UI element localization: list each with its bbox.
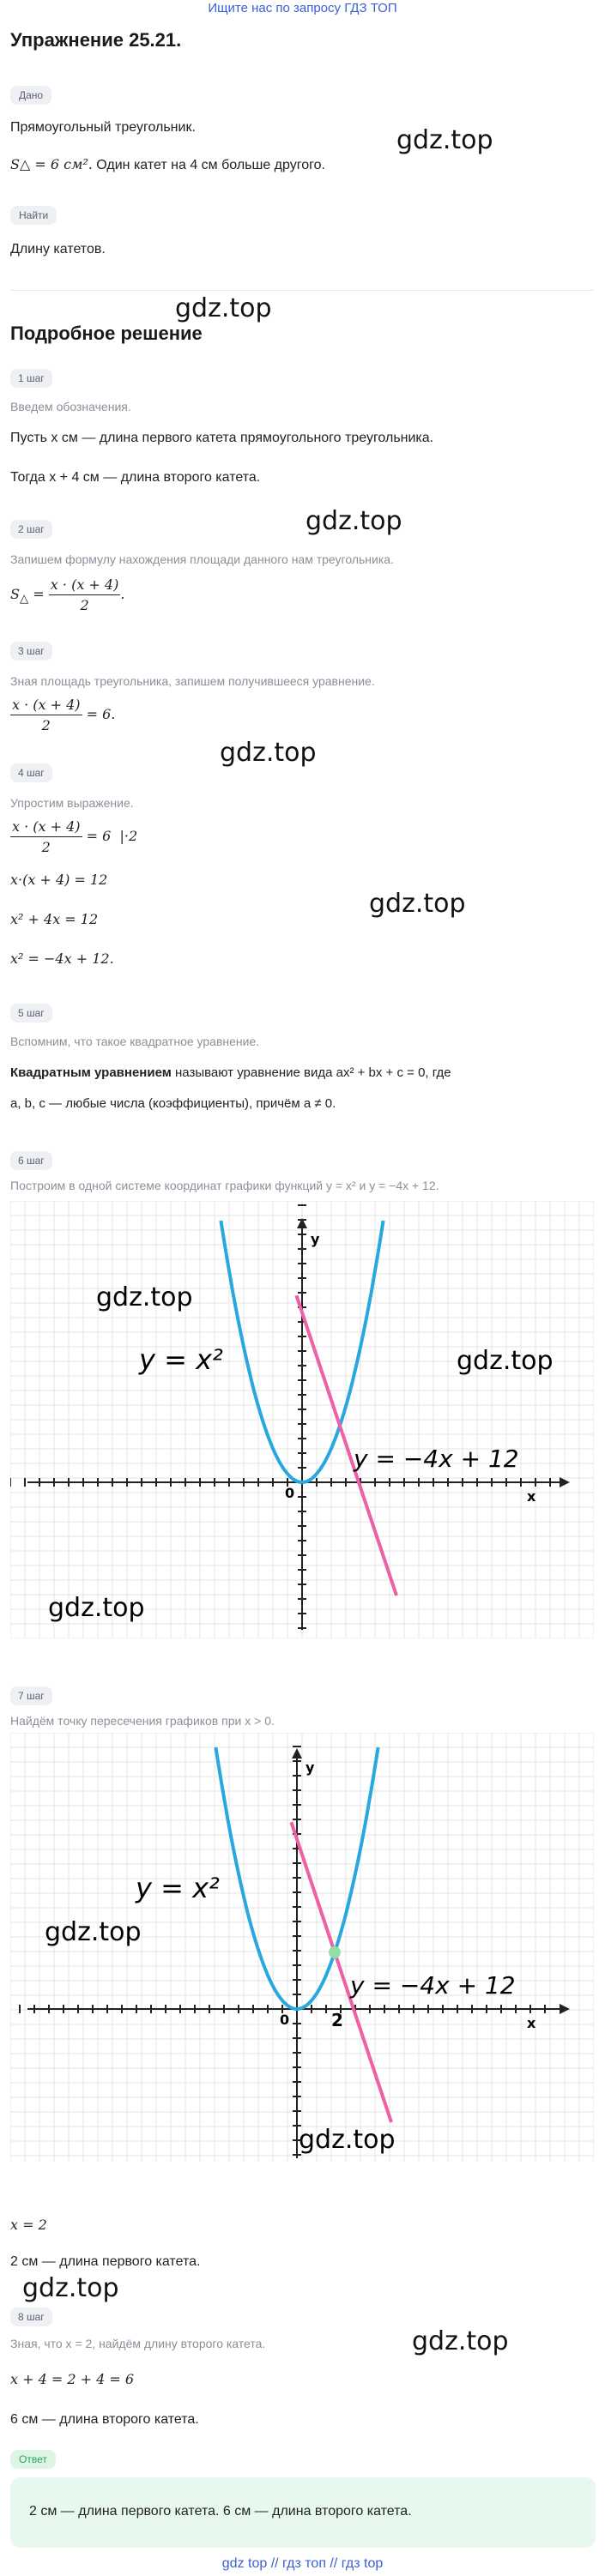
watermark: gdz.top	[396, 125, 493, 155]
watermark: gdz.top	[369, 889, 466, 919]
watermark: gdz.top	[457, 1346, 554, 1376]
step-8-formula: x + 4 = 2 + 4 = 6	[10, 2371, 135, 2387]
watermark: gdz.top	[45, 1917, 142, 1947]
step-1-badge: 1 шаг	[10, 369, 52, 388]
step-6-badge: 6 шаг	[10, 1151, 52, 1170]
step-2-formula: $S_\triangle$ = $\frac{x \cdot (x + 4)}{2}$ .	[10, 576, 125, 613]
watermark: gdz.top	[412, 2326, 509, 2356]
step-7-badge: 7 шаг	[10, 1686, 52, 1705]
divider	[10, 290, 594, 291]
parabola-label: y = x²	[139, 1343, 223, 1376]
axis-y-label: y	[311, 1231, 320, 1247]
watermark: gdz.top	[22, 2273, 119, 2303]
y-arrow-icon	[292, 1748, 302, 1759]
step-4-formula-3: x² + 4x = 12	[10, 911, 99, 927]
find-text: Длину катетов.	[10, 242, 106, 256]
graph-1	[10, 1201, 594, 1638]
step-1-line1: Пусть x см — длина первого катета прямоугольного треугольника.	[10, 431, 434, 445]
step-6-note: Построим в одной системе координат графики функций y = x² и y = −4x + 12.	[10, 1179, 439, 1192]
step-8-line1: 6 см — длина второго катета.	[10, 2412, 199, 2427]
search-banner[interactable]: Ищите нас по запросу ГДЗ ТОП	[208, 1, 397, 15]
find-badge: Найти	[10, 206, 57, 225]
watermark: gdz.top	[96, 1282, 193, 1312]
step-4-note: Упростим выражение.	[10, 796, 134, 810]
axis-y-label: y	[306, 1759, 315, 1776]
watermark: gdz.top	[48, 1593, 145, 1623]
solution-title: Подробное решение	[10, 323, 203, 344]
step-7-line1: 2 см — длина первого катета.	[10, 2254, 201, 2269]
graph-2	[10, 1733, 594, 2162]
axis-x-label: x	[527, 1488, 536, 1505]
step-4-formula-2: x·(x + 4) = 12	[10, 872, 108, 888]
step-3-badge: 3 шаг	[10, 642, 52, 661]
given-line2: S△ = 6 см². Один катет на 4 см больше другого.	[10, 156, 325, 172]
answer-text: 2 см — длина первого катета. 6 см — длина второго катета.	[29, 2504, 412, 2519]
step-8-note: Зная, что x = 2, найдём длину второго катета.	[10, 2337, 266, 2350]
step-5-badge: 5 шаг	[10, 1004, 52, 1023]
ticks	[10, 1205, 550, 1628]
step-1-note: Введем обозначения.	[10, 400, 131, 413]
ticks	[20, 1746, 545, 2155]
given-badge: Дано	[10, 86, 51, 105]
line-label: y = −4x + 12	[354, 1445, 519, 1473]
watermark: gdz.top	[220, 738, 317, 768]
step-5-line2: a, b, c — любые числа (коэффициенты), причём a ≠ 0.	[10, 1096, 336, 1111]
step-5-note: Вспомним, что такое квадратное уравнение.	[10, 1035, 260, 1048]
given-line1: Прямоугольный треугольник.	[10, 120, 196, 135]
step-2-badge: 2 шаг	[10, 520, 52, 539]
step-3-formula: $\frac{x \cdot (x + 4)}{2}$ = 6.	[12, 697, 116, 733]
watermark: gdz.top	[299, 2125, 396, 2155]
step-1-line2: Тогда x + 4 см — длина второго катета.	[10, 470, 261, 485]
parabola-label: y = x²	[136, 1872, 220, 1904]
step-8-badge: 8 шаг	[10, 2308, 52, 2326]
step-4-formula-1: $\frac{x \cdot (x + 4)}{2}$ = 6 |·2	[12, 818, 138, 855]
step-4-formula-4: x² = −4x + 12.	[10, 950, 114, 967]
answer-box	[10, 2477, 596, 2548]
grid	[10, 1733, 594, 2162]
axis-x-label: x	[527, 2015, 536, 2031]
step-3-note: Зная площадь треугольника, запишем получившееся уравнение.	[10, 674, 375, 688]
page-title: Упражнение 25.21.	[10, 29, 182, 51]
line-label: y = −4x + 12	[350, 1971, 516, 2000]
step-4-badge: 4 шаг	[10, 763, 52, 782]
origin-label: 0	[280, 2012, 290, 2028]
step-2-note: Запишем формулу нахождения площади данного нам треугольника.	[10, 552, 394, 566]
intersection-point	[329, 1946, 341, 1958]
footer-links[interactable]: gdz top // гдз топ // гдз top	[221, 2556, 384, 2571]
origin-label: 0	[285, 1485, 295, 1501]
x-mark-label: 2	[331, 2010, 343, 2030]
step-5-line1: Квадратным уравнением называют уравнение вида ax² + bx + c = 0, где	[10, 1065, 451, 1080]
step-7-note: Найдём точку пересечения графиков при x > 0.	[10, 1714, 275, 1728]
answer-badge: Ответ	[10, 2450, 56, 2469]
step-7-result: x = 2	[10, 2217, 47, 2233]
watermark: gdz.top	[175, 293, 272, 323]
watermark: gdz.top	[306, 506, 402, 536]
